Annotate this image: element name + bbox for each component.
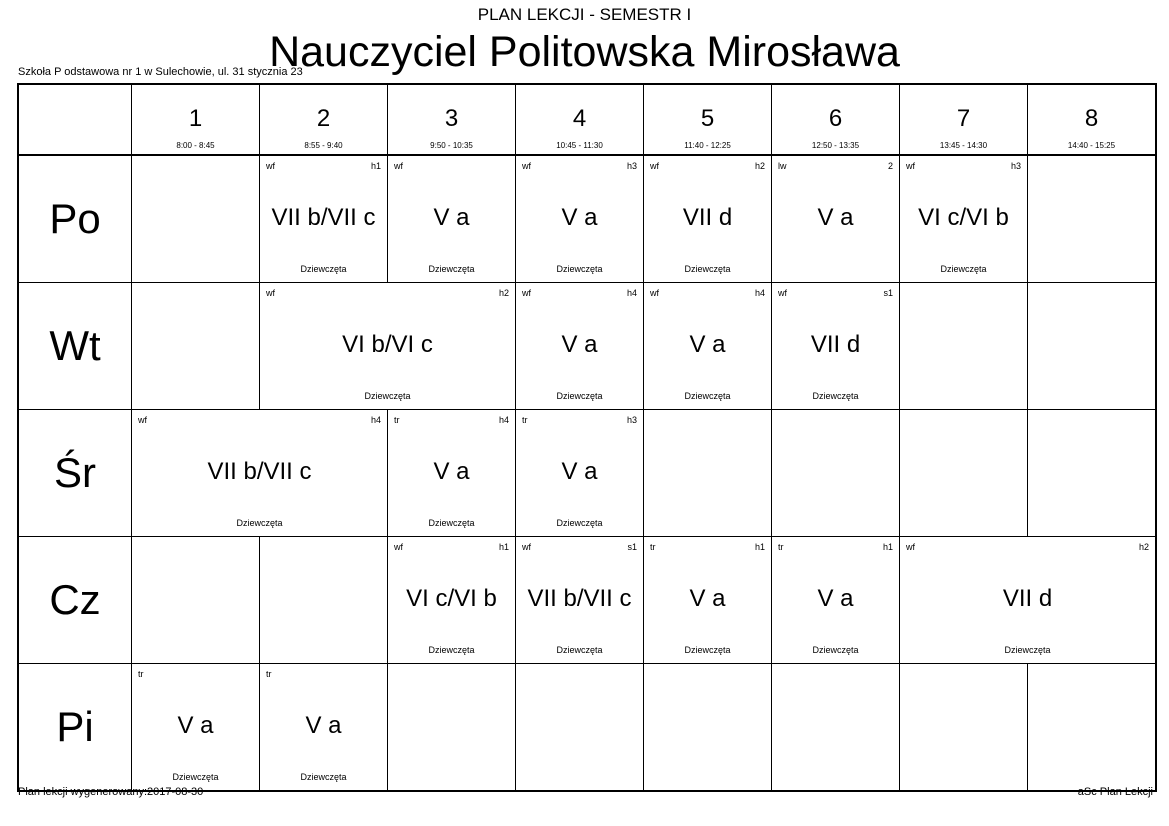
lesson-content <box>388 537 515 663</box>
lesson-content <box>260 283 515 409</box>
lesson-subject: wf <box>650 288 659 298</box>
empty-slot <box>1028 155 1157 283</box>
empty-slot <box>132 537 260 664</box>
day-label: Po <box>18 155 132 283</box>
lesson-group: Dziewczęta <box>684 264 731 274</box>
empty-slot <box>132 283 260 410</box>
empty-slot <box>260 537 388 664</box>
period-number: 5 <box>700 105 715 132</box>
lesson-cell[interactable] <box>516 283 644 410</box>
lesson-room: h2 <box>754 161 765 171</box>
lesson-class: VII b/VII c <box>207 457 312 485</box>
day-label: Pi <box>18 664 132 792</box>
period-header-6 <box>772 84 900 155</box>
period-header-row <box>18 84 1156 155</box>
software-credit: aSc Plan Lekcji <box>1077 786 1153 798</box>
lesson-group: Dziewczęta <box>940 264 987 274</box>
lesson-class: V a <box>817 203 854 231</box>
lesson-cell[interactable] <box>900 537 1157 664</box>
lesson-content <box>132 664 259 790</box>
lesson-cell[interactable] <box>516 537 644 664</box>
lesson-cell[interactable] <box>644 537 772 664</box>
day-row <box>18 155 1156 283</box>
period-number: 6 <box>828 105 843 132</box>
lesson-subject: wf <box>906 542 915 552</box>
lesson-room: h1 <box>882 542 893 552</box>
lesson-group: Dziewczęta <box>300 264 347 274</box>
lesson-content <box>388 156 515 282</box>
lesson-cell[interactable] <box>644 283 772 410</box>
lesson-group: Dziewczęta <box>428 518 475 528</box>
lesson-group: Dziewczęta <box>684 645 731 655</box>
day-label: Śr <box>18 410 132 537</box>
lesson-cell[interactable] <box>388 537 516 664</box>
lesson-class: VII d <box>810 330 861 358</box>
period-time: 10:45 - 11:30 <box>556 141 603 150</box>
lesson-class: V a <box>305 711 342 739</box>
period-number: 2 <box>316 105 331 132</box>
lesson-content <box>516 283 643 409</box>
lesson-subject: wf <box>394 161 403 171</box>
period-time: 14:40 - 15:25 <box>1067 141 1116 150</box>
lesson-group: Dziewczęta <box>556 391 603 401</box>
day-label: Wt <box>18 283 132 410</box>
empty-slot <box>388 664 516 792</box>
empty-slot <box>900 283 1028 410</box>
lesson-group: Dziewczęta <box>556 264 603 274</box>
lesson-room: h1 <box>754 542 765 552</box>
timetable-body <box>18 155 1156 791</box>
period-time: 13:45 - 14:30 <box>939 141 988 150</box>
lesson-group: Dziewczęta <box>428 264 475 274</box>
lesson-group: Dziewczęta <box>236 518 283 528</box>
lesson-cell[interactable] <box>772 283 900 410</box>
lesson-class: VII d <box>682 203 733 231</box>
empty-slot <box>644 664 772 792</box>
lesson-group: Dziewczęta <box>1004 645 1051 655</box>
lesson-cell[interactable] <box>260 283 516 410</box>
period-time: 8:55 - 9:40 <box>304 141 343 150</box>
lesson-class: VI c/VI b <box>918 203 1009 231</box>
lesson-class: V a <box>689 330 726 358</box>
lesson-content <box>772 537 899 663</box>
day-label: Cz <box>18 537 132 664</box>
lesson-cell[interactable] <box>260 664 388 792</box>
lesson-class: V a <box>561 203 598 231</box>
day-row <box>18 537 1156 664</box>
period-number: 1 <box>188 105 203 132</box>
lesson-content <box>388 410 515 536</box>
lesson-group: Dziewczęta <box>812 391 859 401</box>
lesson-subject: wf <box>138 415 147 425</box>
lesson-subject: wf <box>522 288 531 298</box>
lesson-group: Dziewczęta <box>812 645 859 655</box>
lesson-subject: tr <box>266 669 272 679</box>
lesson-class: V a <box>433 457 470 485</box>
lesson-content <box>900 156 1027 282</box>
lesson-group: Dziewczęta <box>428 645 475 655</box>
lesson-class: V a <box>561 330 598 358</box>
empty-slot <box>644 410 772 537</box>
lesson-subject: wf <box>650 161 659 171</box>
lesson-room: h4 <box>754 288 765 298</box>
lesson-content <box>516 410 643 536</box>
lesson-room: s1 <box>883 288 893 298</box>
lesson-cell[interactable] <box>644 155 772 283</box>
lesson-subject: tr <box>650 542 656 552</box>
lesson-subject: lw <box>778 161 787 171</box>
period-time: 8:00 - 8:45 <box>176 141 215 150</box>
lesson-cell[interactable] <box>132 410 388 537</box>
lesson-class: VII d <box>1002 584 1053 612</box>
period-header-5 <box>644 84 772 155</box>
empty-slot <box>900 410 1028 537</box>
empty-slot <box>772 664 900 792</box>
period-time: 9:50 - 10:35 <box>430 141 473 150</box>
period-header-1 <box>132 84 260 155</box>
lesson-content <box>644 283 771 409</box>
lesson-content <box>772 156 899 282</box>
day-row <box>18 283 1156 410</box>
timetable-grid <box>17 83 1157 792</box>
period-number: 3 <box>444 105 459 132</box>
lesson-class: VI c/VI b <box>406 584 497 612</box>
period-number: 7 <box>956 105 971 132</box>
lesson-content <box>772 283 899 409</box>
lesson-cell[interactable] <box>900 155 1028 283</box>
lesson-room: h3 <box>626 161 637 171</box>
empty-slot <box>1028 664 1157 792</box>
period-header-3 <box>388 84 516 155</box>
lesson-cell[interactable] <box>132 664 260 792</box>
lesson-subject: wf <box>778 288 787 298</box>
period-time: 12:50 - 13:35 <box>811 141 860 150</box>
lesson-subject: tr <box>522 415 528 425</box>
lesson-content <box>516 156 643 282</box>
lesson-room: h1 <box>370 161 381 171</box>
lesson-cell[interactable] <box>388 155 516 283</box>
lesson-content <box>644 156 771 282</box>
period-header-2 <box>260 84 388 155</box>
lesson-class: V a <box>817 584 854 612</box>
lesson-content <box>516 537 643 663</box>
lesson-room: h4 <box>370 415 381 425</box>
lesson-cell[interactable] <box>388 410 516 537</box>
lesson-content <box>900 537 1155 663</box>
period-number: 4 <box>572 105 587 132</box>
corner-cell <box>18 84 132 155</box>
empty-slot <box>1028 283 1157 410</box>
lesson-subject: wf <box>266 161 275 171</box>
lesson-room: h2 <box>498 288 509 298</box>
lesson-cell[interactable] <box>772 155 900 283</box>
lesson-group: Dziewczęta <box>364 391 411 401</box>
lesson-content <box>644 537 771 663</box>
lesson-subject: wf <box>394 542 403 552</box>
empty-slot <box>772 410 900 537</box>
empty-slot <box>1028 410 1157 537</box>
empty-slot <box>516 664 644 792</box>
lesson-group: Dziewczęta <box>556 518 603 528</box>
lesson-subject: wf <box>522 542 531 552</box>
lesson-subject: wf <box>522 161 531 171</box>
lesson-room: h4 <box>626 288 637 298</box>
lesson-subject: wf <box>266 288 275 298</box>
lesson-subject: tr <box>778 542 784 552</box>
lesson-class: VII b/VII c <box>271 203 376 231</box>
period-header-8 <box>1028 84 1157 155</box>
lesson-class: VI b/VI c <box>342 330 433 358</box>
day-row <box>18 410 1156 537</box>
school-name: Szkoła P odstawowa nr 1 w Sulechowie, ul. 31 stycznia 23 <box>18 66 303 78</box>
lesson-content <box>132 410 387 536</box>
lesson-room: h4 <box>498 415 509 425</box>
teacher-title: Nauczyciel Politowska Mirosława <box>269 28 900 76</box>
lesson-room: h3 <box>1010 161 1021 171</box>
lesson-cell[interactable] <box>772 537 900 664</box>
lesson-cell[interactable] <box>516 410 644 537</box>
lesson-room: 2 <box>887 161 893 171</box>
lesson-cell[interactable] <box>260 155 388 283</box>
lesson-room: h2 <box>1138 542 1149 552</box>
period-header-4 <box>516 84 644 155</box>
empty-slot <box>900 664 1028 792</box>
document-supertitle: PLAN LEKCJI - SEMESTR I <box>477 5 692 24</box>
lesson-subject: tr <box>138 669 144 679</box>
lesson-room: h3 <box>626 415 637 425</box>
lesson-class: V a <box>561 457 598 485</box>
lesson-room: s1 <box>627 542 637 552</box>
lesson-class: V a <box>689 584 726 612</box>
lesson-class: V a <box>177 711 214 739</box>
lesson-class: V a <box>433 203 470 231</box>
lesson-group: Dziewczęta <box>556 645 603 655</box>
period-number: 8 <box>1084 105 1099 132</box>
lesson-cell[interactable] <box>516 155 644 283</box>
period-time: 11:40 - 12:25 <box>684 141 731 150</box>
lesson-class: VII b/VII c <box>527 584 632 612</box>
empty-slot <box>132 155 260 283</box>
lesson-room: h1 <box>498 542 509 552</box>
day-row <box>18 664 1156 792</box>
lesson-group: Dziewczęta <box>684 391 731 401</box>
lesson-content <box>260 156 387 282</box>
lesson-subject: tr <box>394 415 400 425</box>
lesson-group: Dziewczęta <box>300 772 347 782</box>
lesson-subject: wf <box>906 161 915 171</box>
generated-date: Plan lekcji wygenerowany:2017-08-30 <box>18 786 204 798</box>
lesson-content <box>260 664 387 790</box>
period-header-7 <box>900 84 1028 155</box>
lesson-group: Dziewczęta <box>172 772 219 782</box>
